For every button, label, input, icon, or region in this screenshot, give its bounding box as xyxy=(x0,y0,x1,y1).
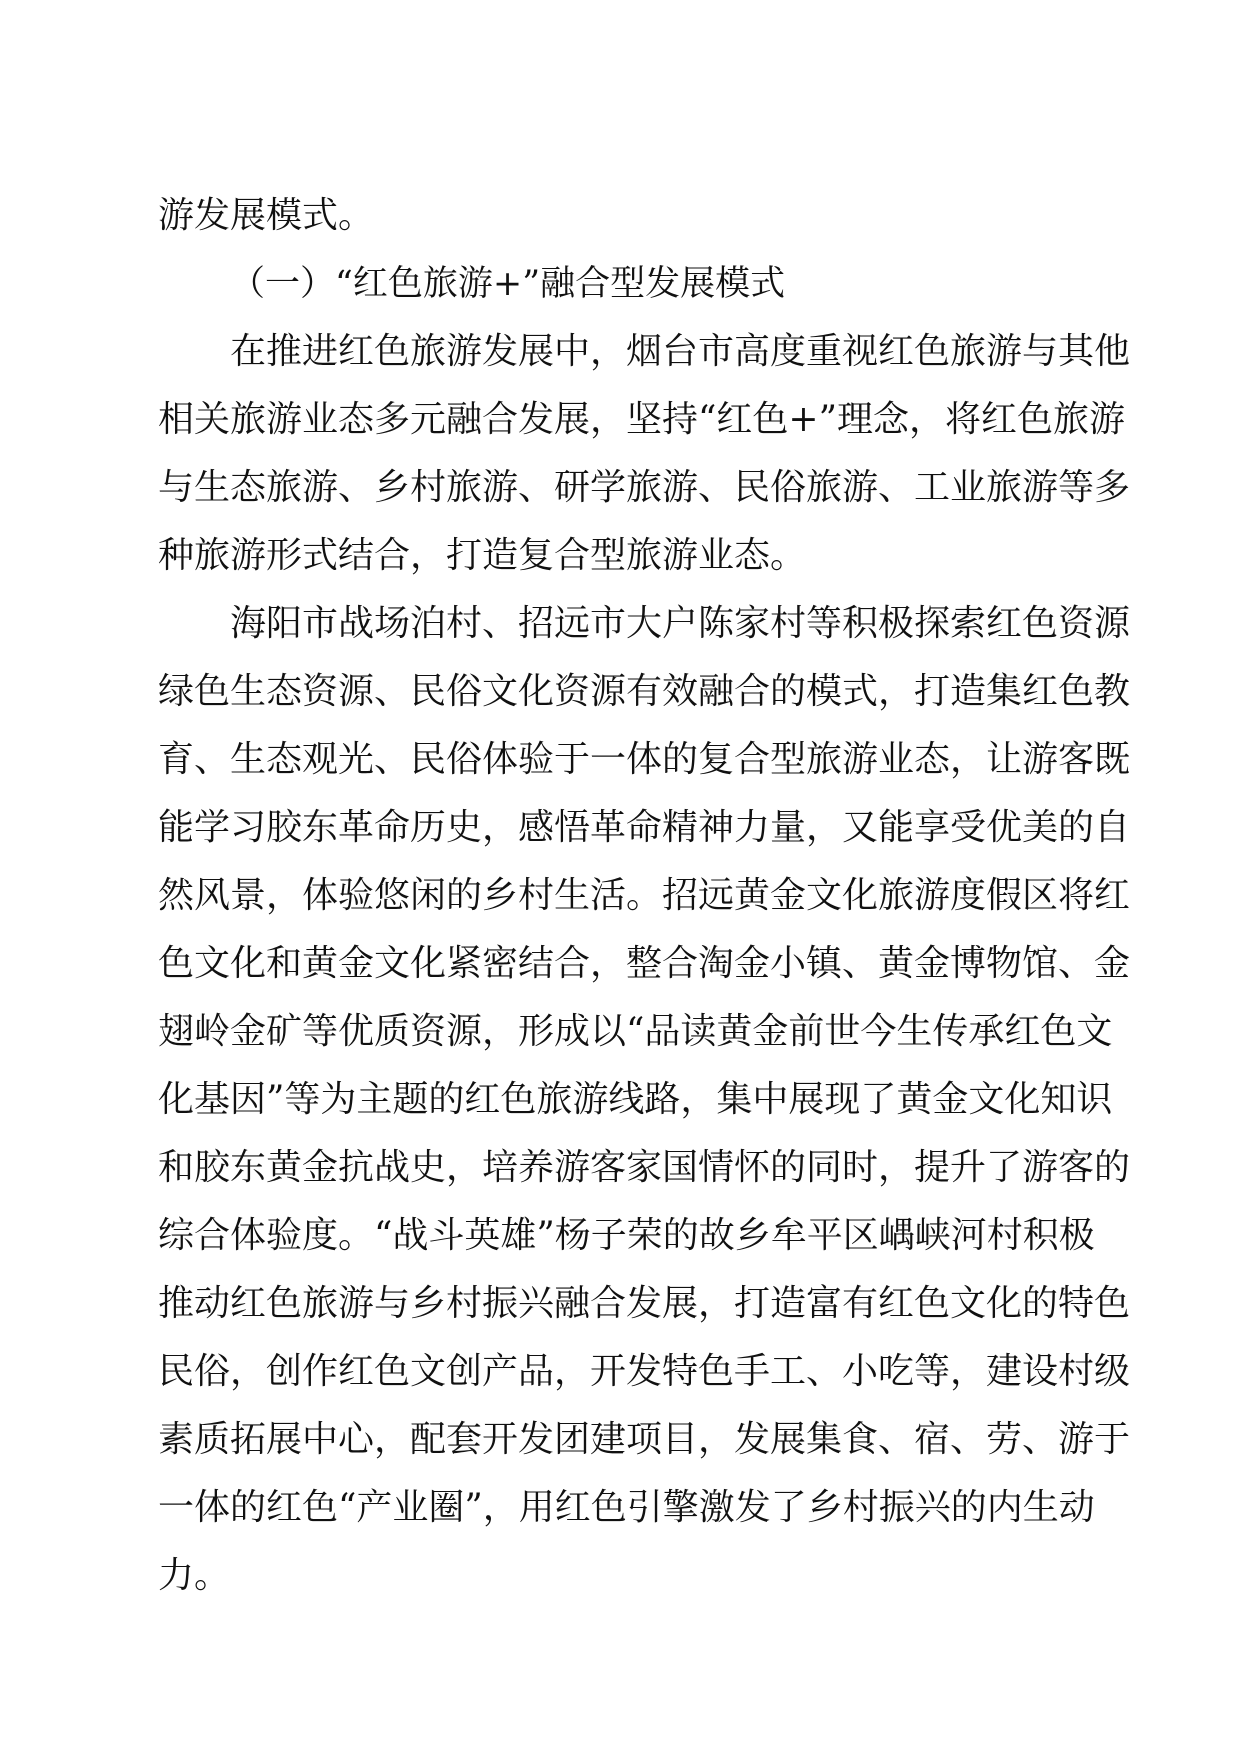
text-line: 色文化和黄金文化紧密结合，整合淘金小镇、黄金博物馆、金 xyxy=(158,943,1131,984)
text-line: 能学习胶东革命历史，感悟革命精神力量，又能享受优美的自 xyxy=(158,807,1131,848)
text-line: 化基因”等为主题的红色旅游线路，集中展现了黄金文化知识 xyxy=(158,1079,1113,1120)
text-line: 在推进红色旅游发展中，烟台市高度重视红色旅游与其他 xyxy=(230,331,1131,372)
paragraph-2 xyxy=(158,590,1131,1610)
text-line: 力。 xyxy=(158,1555,231,1596)
text-line: 然风景，体验悠闲的乡村生活。招远黄金文化旅游度假区将红 xyxy=(158,875,1131,916)
paragraph-1 xyxy=(158,318,1131,590)
text-line: 游发展模式。 xyxy=(158,195,375,236)
section-heading: （一）“红色旅游+”融合型发展模式 xyxy=(230,264,786,304)
text-line: 和胶东黄金抗战史，培养游客家国情怀的同时，提升了游客的 xyxy=(158,1147,1131,1188)
text-line: 综合体验度。“战斗英雄”杨子荣的故乡牟平区嵎峡河村积极 xyxy=(158,1215,1095,1256)
text-line: 育、生态观光、民俗体验于一体的复合型旅游业态，让游客既 xyxy=(158,739,1131,780)
text-line: 一体的红色“产业圈”，用红色引擎激发了乡村振兴的内生动 xyxy=(158,1487,1095,1528)
text-line: 推动红色旅游与乡村振兴融合发展，打造富有红色文化的特色 xyxy=(158,1283,1131,1324)
text-line: 素质拓展中心，配套开发团建项目，发展集食、宿、劳、游于 xyxy=(158,1419,1131,1460)
document-page xyxy=(158,182,1131,1610)
text-line: 种旅游形式结合，打造复合型旅游业态。 xyxy=(158,535,807,576)
text-line: 与生态旅游、乡村旅游、研学旅游、民俗旅游、工业旅游等多 xyxy=(158,467,1131,508)
text-line: 海阳市战场泊村、招远市大户陈家村等积极探索红色资源 xyxy=(230,603,1131,644)
text-line: 相关旅游业态多元融合发展，坚持“红色+”理念，将红色旅游 xyxy=(158,399,1125,440)
text-line: 翅岭金矿等优质资源，形成以“品读黄金前世今生传承红色文 xyxy=(158,1011,1113,1052)
text-line: 民俗，创作红色文创产品，开发特色手工、小吃等，建设村级 xyxy=(158,1351,1131,1392)
text-line: 绿色生态资源、民俗文化资源有效融合的模式，打造集红色教 xyxy=(158,671,1131,712)
